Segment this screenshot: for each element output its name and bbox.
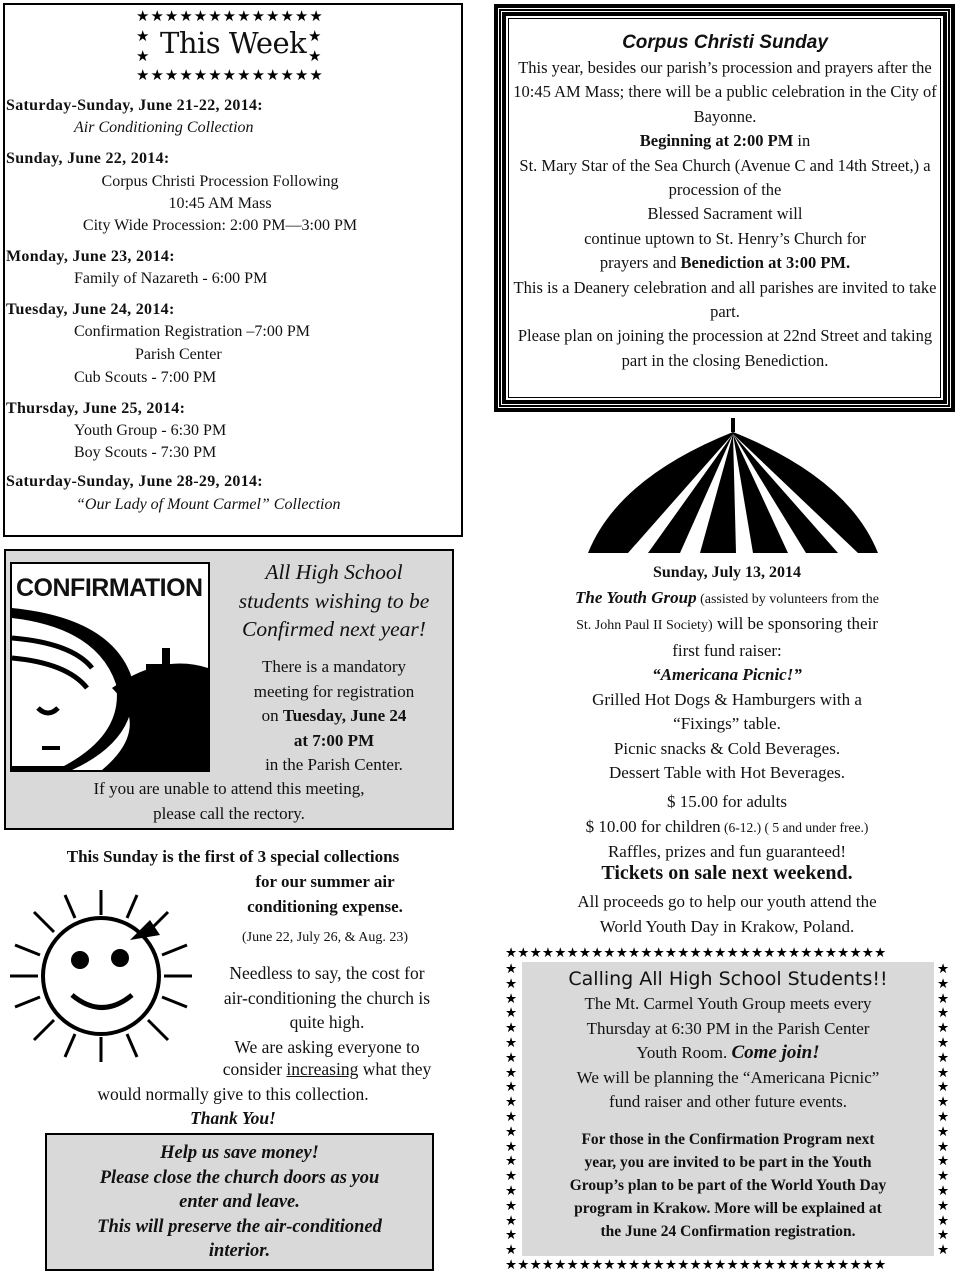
confirmation-image <box>10 562 210 772</box>
hs-star-border-bottom: ★★★★★★★★★★★★★★★★★★★★★★★★★★★★★★★ <box>505 1257 887 1273</box>
week-line: Cub Scouts - 7:00 PM <box>74 369 217 386</box>
star-right-1: ★ <box>308 27 323 45</box>
hs-star-border-left: ★ ★ ★ ★ ★ ★ ★ ★ ★ ★ ★ ★ ★ ★ ★ ★ ★ ★ ★ ★ <box>505 961 519 1259</box>
collection-consider: consider increasing what they <box>222 1059 432 1079</box>
cc-paragraph: This year, besides our parish’s procession and prayers after the 10:45 AM Mass; there will be a public celebration in the City of Bayonne. <box>513 58 937 126</box>
week-date-1: Saturday-Sunday, June 21-22, 2014: <box>6 97 263 114</box>
week-date-6: Saturday-Sunday, June 28-29, 2014: <box>6 473 263 490</box>
week-line: “Our Lady of Mount Carmel” Collection <box>76 496 341 513</box>
cc-paragraph: Please plan on joining the procession at 22nd Street and taking part in the closing Benediction. <box>517 326 933 370</box>
picnic-date: Sunday, July 13, 2014 <box>652 564 802 581</box>
picnic-announcement: Sunday, July 13, 2014 The Youth Group (assisted by volunteers from the St. John Paul II Society) will be sponsoring their first fund raiser: “Americana Picnic!” Grilled Hot Dogs & Hamburgers with a “Fixings” table. Picnic snacks & Cold Beverages. Dessert Table with Hot Beverages. <box>494 561 960 786</box>
collection-body: Needless to say, the cost for air-conditioning the church is quite high. We are asking everyone to <box>223 963 431 1057</box>
picnic-name: “Americana Picnic!” <box>652 665 802 684</box>
week-line: Parish Center <box>135 346 222 363</box>
collection-dates: (June 22, July 26, & Aug. 23) <box>241 930 409 945</box>
week-date-2: Sunday, June 22, 2014: <box>6 150 170 167</box>
collection-heading-2: for our summer air <box>255 872 395 891</box>
week-line: 10:45 AM Mass <box>168 195 272 212</box>
cc-paragraph: Beginning at 2:00 PM in <box>639 131 811 151</box>
help-save-money-text: Help us save money! Please close the church doors as you enter and leave. This will preserve the air-conditioned interior. <box>97 1143 382 1261</box>
week-line: Family of Nazareth - 6:00 PM <box>74 270 268 287</box>
collection-heading-1: This Sunday is the first of 3 special collections <box>66 847 400 866</box>
collection-thanks: Thank You! <box>190 1108 276 1128</box>
week-date-3: Monday, June 23, 2014: <box>6 248 175 265</box>
hot-sun-icon <box>10 890 192 1062</box>
cc-paragraph: prayers and Benediction at 3:00 PM. <box>599 253 851 273</box>
picnic-proceeds: All proceeds go to help our youth attend the World Youth Day in Krakow, Poland. <box>577 892 877 936</box>
high-school-content: Calling All High School Students!! The Mt. Carmel Youth Group meets every Thursday at 6:30 PM in the Parish Center Youth Room. Come join! We will be planning the “Americana Picnic” fund raiser and other future events. <box>522 966 934 1115</box>
corpus-christi-title: Corpus Christi Sunday <box>622 32 828 53</box>
high-school-bold-note: For those in the Confirmation Program next year, you are invited to be part in the Youth Group’s plan to be part of the World Youth Day program in Krakow. More will be explained at the June 24 Confirmation registration. <box>569 1131 887 1240</box>
high-school-title: Calling All High School Students!! <box>568 968 888 990</box>
collection-would: would normally give to this collection. <box>97 1084 369 1104</box>
hs-star-border-right: ★ ★ ★ ★ ★ ★ ★ ★ ★ ★ ★ ★ ★ ★ ★ ★ ★ ★ ★ ★ <box>937 961 951 1259</box>
corpus-christi-content <box>510 30 940 373</box>
star-right-2: ★ <box>308 47 323 65</box>
confirmation-body: There is a mandatory meeting for registration on Tuesday, June 24 at 7:00 PM in the Parish Center. <box>253 657 415 774</box>
star-border-bottom: ★★★★★★★★★★★★★ <box>136 66 324 84</box>
tent-illustration <box>588 418 878 553</box>
week-line: Boy Scouts - 7:30 PM <box>74 444 217 461</box>
week-date-5: Thursday, June 25, 2014: <box>6 400 186 417</box>
week-line: City Wide Procession: 2:00 PM—3:00 PM <box>82 217 358 234</box>
picnic-prices: $ 15.00 for adults $ 10.00 for children (6-12.) ( 5 and under free.) Raffles, prizes and fun guaranteed! <box>585 792 869 861</box>
collection-heading-3: conditioning expense. <box>247 897 403 916</box>
star-left-2: ★ <box>136 47 151 65</box>
star-left-1: ★ <box>136 27 151 45</box>
week-line: Air Conditioning Collection <box>74 119 254 136</box>
cc-paragraph: St. Mary Star of the Sea Church (Avenue C and 14th Street,) a procession of the <box>519 155 931 200</box>
cc-paragraph: Blessed Sacrament will <box>647 204 803 224</box>
week-line: Corpus Christi Procession Following <box>101 173 339 190</box>
confirmation-face-drawing <box>12 608 208 770</box>
this-week-title: This Week <box>160 26 307 60</box>
week-line: Confirmation Registration –7:00 PM <box>74 323 310 340</box>
confirmation-image-label: CONFIRMATION <box>16 574 203 602</box>
picnic-tickets: Tickets on sale next weekend. <box>601 862 853 884</box>
confirmation-footer: If you are unable to attend this meeting, please call the rectory. <box>93 779 365 823</box>
hs-star-border-top: ★★★★★★★★★★★★★★★★★★★★★★★★★★★★★★★ <box>505 945 887 961</box>
star-border-top: ★★★★★★★★★★★★★ <box>136 7 324 25</box>
week-date-4: Tuesday, June 24, 2014: <box>6 301 175 318</box>
cc-paragraph: continue uptown to St. Henry’s Church for <box>584 228 866 248</box>
week-line: Youth Group - 6:30 PM <box>74 422 227 439</box>
confirmation-heading: All High School students wishing to be Confirmed next year! <box>238 560 430 641</box>
cc-paragraph: This is a Deanery celebration and all parishes are invited to take part. <box>513 277 937 322</box>
